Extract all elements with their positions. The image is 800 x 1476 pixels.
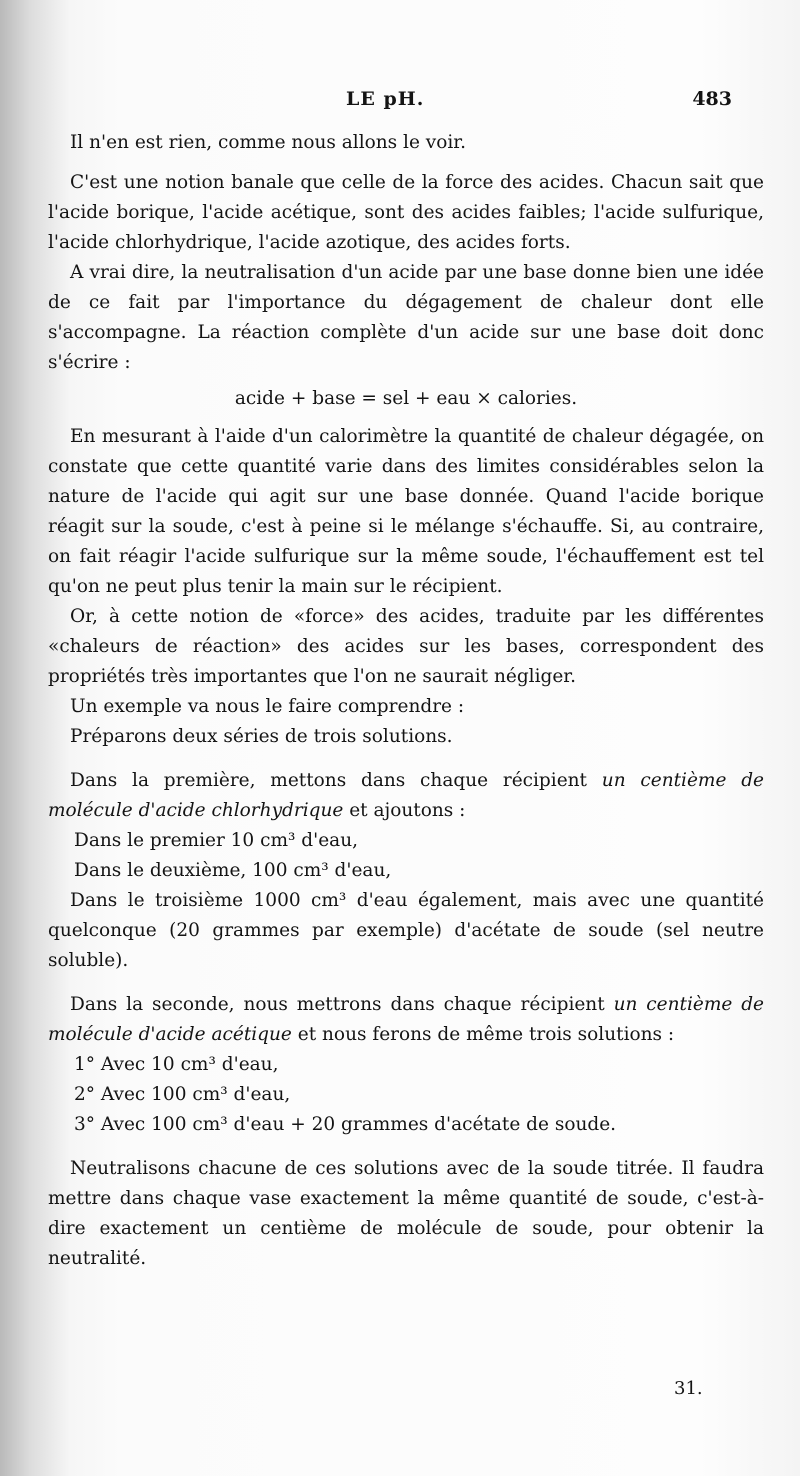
- paragraph-4: En mesurant à l'aide d'un calorimètre la quantité de chaleur dégagée, on constate que cette quantité varie dans des limites considérables selon la nature de l'acide qui agit sur une base donnée. Quand l'acide borique réagit sur la soude, c'est à peine si le mélange s'échauffe. Si, au contraire, on fait réagir l'acide sulfurique sur la même soude, l'échauffement est tel qu'on ne peut plus tenir la main sur le récipient.: [48, 426, 764, 597]
- paragraph-6: Un exemple va nous le faire comprendre :: [70, 696, 465, 717]
- paragraph-8: [48, 766, 764, 826]
- paragraph-9-italic: un centième de molécule d'acide acétique: [48, 994, 764, 1045]
- running-title: LE pH.: [346, 88, 425, 110]
- paragraph-8-italic: un centième de molécule d'acide chlorhydrique: [48, 770, 764, 821]
- body-text: [48, 128, 764, 1274]
- paragraph-2: C'est une notion banale que celle de la force des acides. Chacun sait que l'acide borique, l'acide acétique, sont des acides faibles; l'acide sulfurique, l'acide chlorhydrique, l'acide azotique, des acides forts.: [48, 172, 764, 253]
- paragraph-1: Il n'en est rien, comme nous allons le voir.: [70, 132, 466, 153]
- list1-item-1: Dans le premier 10 cm³ d'eau,: [74, 830, 358, 851]
- list1-item-2: Dans le deuxième, 100 cm³ d'eau,: [74, 860, 392, 881]
- paragraph-8-start: Dans la première, mettons dans chaque récipient: [70, 770, 602, 791]
- paragraph-5: Or, à cette notion de «force» des acides, traduite par les différentes «chaleurs de réaction» des acides sur les bases, correspondent des propriétés très importantes que l'on ne saurait négliger.: [48, 606, 764, 687]
- page-header: [0, 88, 800, 118]
- paragraph-9-end: et nous ferons de même trois solutions :: [291, 1024, 675, 1045]
- paragraph-7: Préparons deux séries de trois solutions.: [70, 726, 453, 747]
- page-number: 483: [692, 88, 732, 110]
- paragraph-10: Neutralisons chacune de ces solutions avec de la soude titrée. Il faudra mettre dans chaque vase exactement la même quantité de soude, c'est-à-dire exactement un centième de molécule de soude, pour obtenir la neutralité.: [48, 1158, 764, 1269]
- paragraph-3: A vrai dire, la neutralisation d'un acide par une base donne bien une idée de ce fait par l'importance du dégagement de chaleur dont elle s'accompagne. La réaction complète d'un acide sur une base doit donc s'écrire :: [48, 262, 764, 373]
- paragraph-9-start: Dans la seconde, nous mettrons dans chaque récipient: [70, 994, 614, 1015]
- list2-item-2: 2° Avec 100 cm³ d'eau,: [74, 1084, 291, 1105]
- signature-mark: 31.: [674, 1378, 703, 1399]
- list1-item-3: Dans le troisième 1000 cm³ d'eau également, mais avec une quantité quelconque (20 grammes par exemple) d'acétate de soude (sel neutre soluble).: [48, 890, 764, 971]
- paragraph-8-end: et ajoutons :: [343, 800, 466, 821]
- paragraph-9: [48, 990, 764, 1050]
- list2-item-3: 3° Avec 100 cm³ d'eau + 20 grammes d'acétate de soude.: [74, 1114, 617, 1135]
- list2-item-1: 1° Avec 10 cm³ d'eau,: [74, 1054, 279, 1075]
- reaction-formula: acide + base = sel + eau × calories.: [234, 388, 578, 409]
